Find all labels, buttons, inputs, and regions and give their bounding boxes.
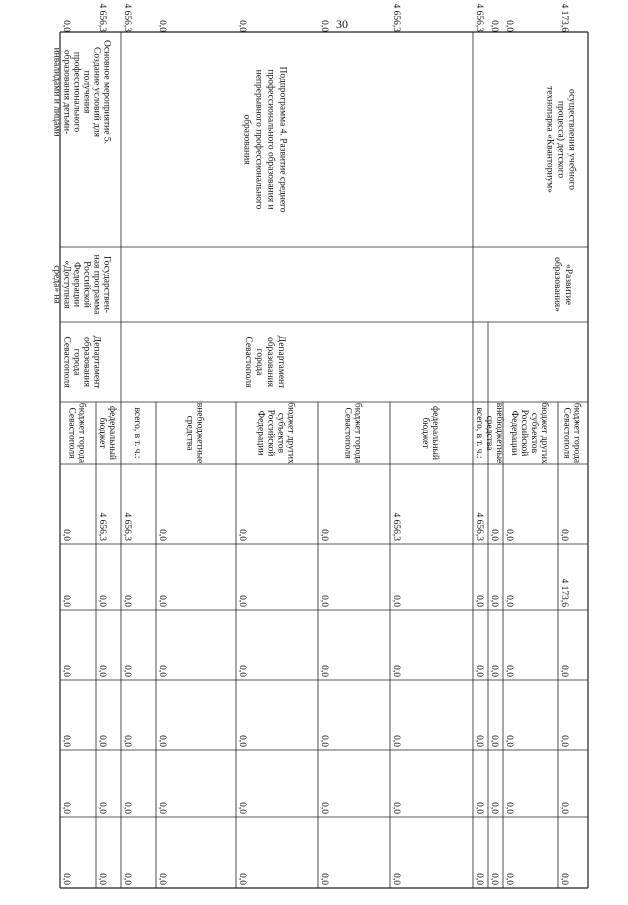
value-cell: 0,0 [237,802,247,814]
funding-source-label: внебюджетныесредства [184,402,205,464]
value-cell: 0,0 [157,665,167,677]
value-cell: 4 656,3 [391,3,401,32]
responsible-department-mid: ДепартаментобразованиягородаСевастополя [243,335,286,389]
value-cell: 4 656,3 [122,512,132,541]
value-cell: 0,0 [489,595,499,607]
value-cell: 0,0 [237,735,247,747]
value-cell: 0,0 [97,735,107,747]
value-cell: 0,0 [319,20,329,32]
value-cell: 0,0 [504,529,514,541]
value-cell: 0,0 [489,873,499,885]
value-cell: 4 656,3 [97,512,107,541]
value-cell: 0,0 [237,873,247,885]
value-cell: 0,0 [391,802,401,814]
value-cell: 0,0 [489,735,499,747]
value-cell: 0,0 [391,595,401,607]
value-cell: 0,0 [122,595,132,607]
value-cell: 0,0 [504,873,514,885]
value-cell: 0,0 [391,665,401,677]
page-number: 30 [336,17,348,31]
main-event-5-text: Основное мероприятие 5.Создание условий дляполученияпрофессиональногообразования детьми-инвалидами и лицами [51,40,112,144]
value-cell: 4 656,3 [474,512,484,541]
funding-source-label: внебюджетныесредства [484,402,504,464]
value-cell: 0,0 [489,20,499,32]
value-cell: 0,0 [237,665,247,677]
subprogram-4-title: Подпрограмма 4. Развитие среднегопрофессионального образования инепрерывного профессиональногообразования [241,66,288,213]
value-cell: 0,0 [237,20,247,32]
value-cell: 0,0 [474,595,484,607]
responsible-department-bottom: ДепартаментобразованиягородаСевастополя [61,335,102,389]
value-cell: 0,0 [122,873,132,885]
value-cell: 0,0 [319,735,329,747]
value-cell: 4 173,6 [559,578,569,607]
value-cell: 0,0 [97,802,107,814]
value-cell: 0,0 [61,595,71,607]
funding-source-label: федеральныйбюджет [420,406,440,460]
value-cell: 0,0 [559,529,569,541]
value-cell: 0,0 [559,735,569,747]
value-cell: 0,0 [319,873,329,885]
value-cell: 0,0 [319,595,329,607]
value-cell: 0,0 [559,665,569,677]
funding-source-label: бюджет другихсубъектовРоссийскойФедерации [509,402,549,464]
value-cell: 0,0 [504,735,514,747]
value-cell: 0,0 [237,595,247,607]
value-cell: 0,0 [61,20,71,32]
value-cell: 0,0 [504,802,514,814]
value-cell: 0,0 [122,735,132,747]
value-cell: 0,0 [61,529,71,541]
value-cell: 0,0 [489,529,499,541]
value-cell: 0,0 [237,529,247,541]
value-cell: 0,0 [319,665,329,677]
value-cell: 0,0 [504,595,514,607]
state-program-text: Государствен-ная программаРоссийскойФедерации«Доступнаясреда» на [51,254,112,315]
value-cell: 0,0 [157,595,167,607]
value-cell: 0,0 [474,802,484,814]
value-cell: 0,0 [61,802,71,814]
value-cell: 0,0 [157,802,167,814]
value-cell: 0,0 [504,665,514,677]
funding-source-label: бюджет городаСевастополя [66,402,87,464]
value-cell: 0,0 [474,665,484,677]
value-cell: 4 656,3 [391,512,401,541]
value-cell: 0,0 [391,735,401,747]
value-cell: 4 656,3 [122,3,132,32]
value-cell: 0,0 [122,665,132,677]
rotated-table-group [52,4,589,889]
value-cell: 0,0 [474,873,484,885]
value-cell: 4 656,3 [97,3,107,32]
value-cell: 4 173,6 [559,3,569,32]
value-cell: 0,0 [559,873,569,885]
value-cell: 0,0 [391,873,401,885]
value-cell: 0,0 [504,20,514,32]
funding-source-label: федеральныйбюджет [97,406,117,460]
budget-table-svg [51,3,588,888]
value-cell: 0,0 [97,665,107,677]
value-cell: 0,0 [489,665,499,677]
value-cell: 0,0 [319,802,329,814]
value-cell: 0,0 [157,873,167,885]
value-cell: 0,0 [157,529,167,541]
value-cell: 0,0 [489,802,499,814]
event-description-top: осуществления учебногопроцесса) детскоготехнопарка «Кванториум» [544,86,577,193]
value-cell: 0,0 [474,735,484,747]
value-cell: 0,0 [61,665,71,677]
budget-table [51,3,588,888]
funding-source-label: бюджет другихсубъектовРоссийскойФедерации [255,402,296,464]
funding-source-label: всего, в т. ч.: [132,407,142,459]
value-cell: 4 656,3 [474,3,484,32]
program-name-top: «Развитиеобразования» [552,257,573,312]
value-cell: 0,0 [97,873,107,885]
funding-source-label: бюджет городаСевастополя [342,402,363,464]
funding-source-label: всего, в т. ч.: [474,407,484,459]
value-cell: 0,0 [319,529,329,541]
value-cell: 0,0 [157,20,167,32]
funding-source-label: бюджет городаСевастополя [561,402,582,464]
value-cell: 0,0 [97,595,107,607]
value-cell: 0,0 [61,735,71,747]
value-cell: 0,0 [157,735,167,747]
value-cell: 0,0 [559,802,569,814]
value-cell: 0,0 [122,802,132,814]
value-cell: 0,0 [61,873,71,885]
